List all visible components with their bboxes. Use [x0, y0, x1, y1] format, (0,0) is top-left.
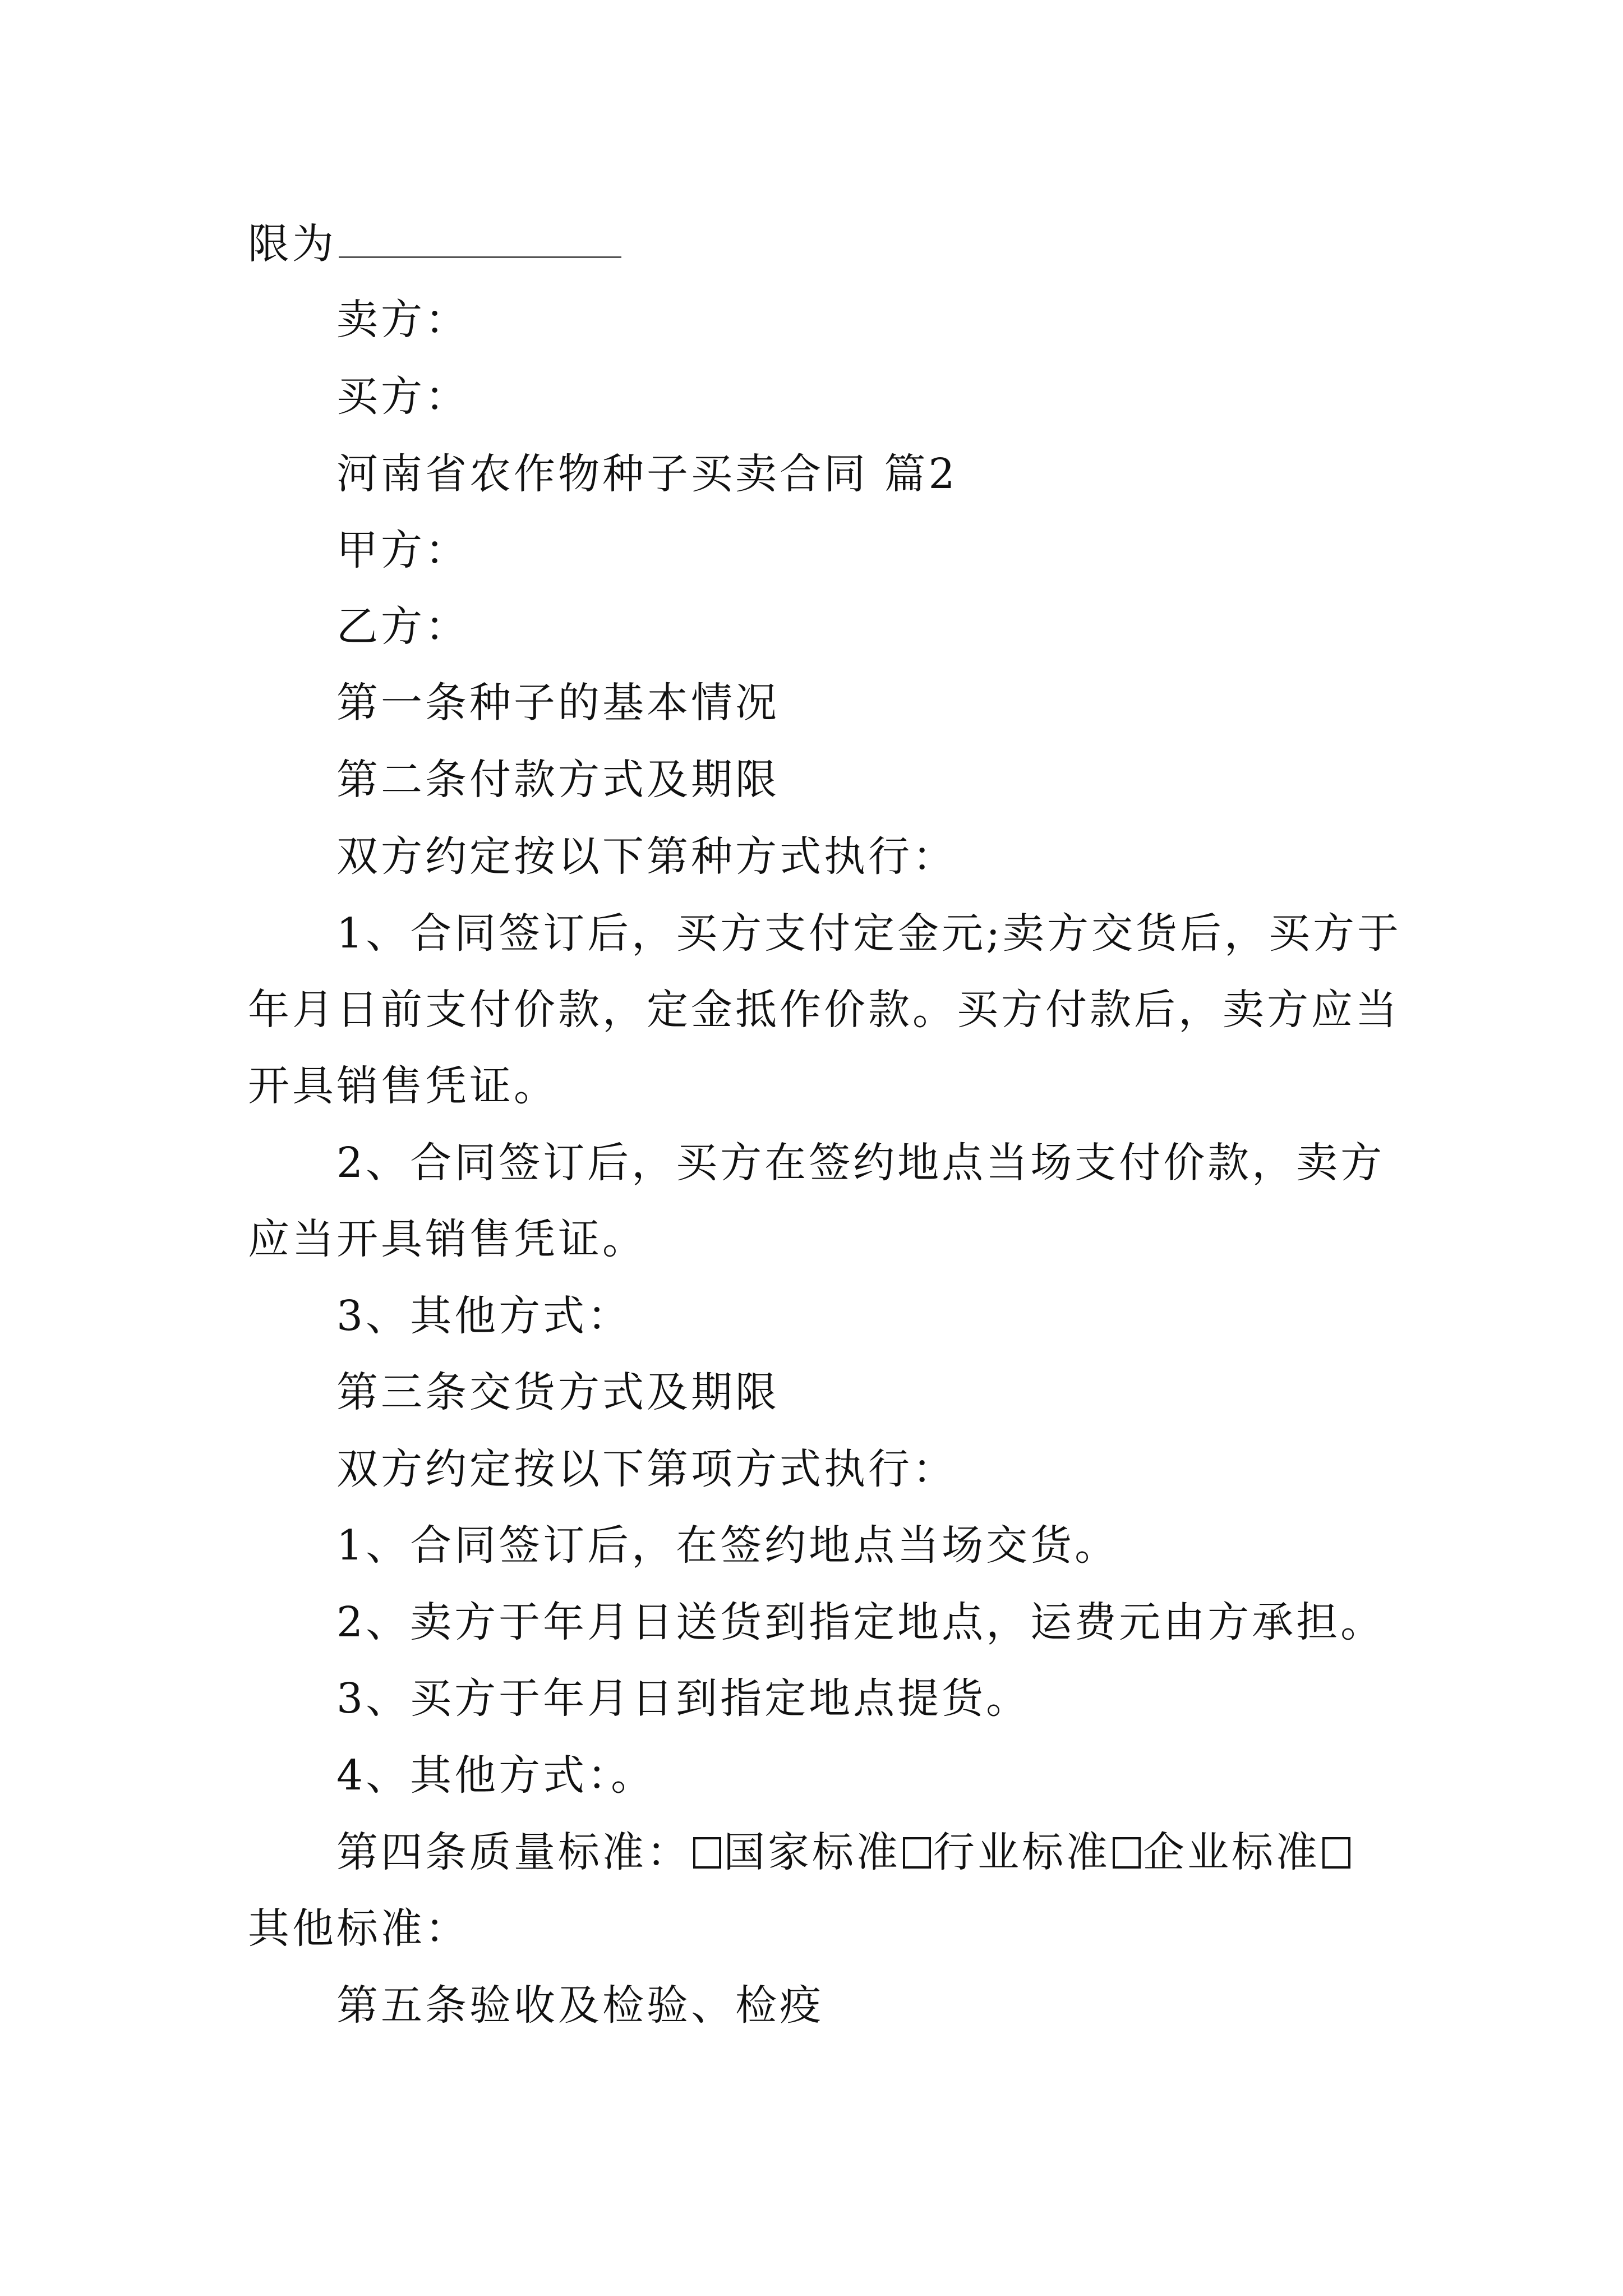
text-line-party-a: 甲方： — [336, 526, 469, 574]
checkbox-enterprise-standard[interactable] — [1113, 1837, 1141, 1869]
delivery-agreement-line: 双方约定按以下第项方式执行： — [336, 1445, 957, 1493]
other-standard-label: 其他标准： — [248, 1904, 469, 1953]
article-5-heading: 第五条验收及检验、检疫 — [336, 1981, 824, 2030]
term-limit-label: 限为 — [248, 220, 336, 268]
checkbox-national-standard[interactable] — [693, 1837, 721, 1869]
payment-option-1-line-1: 1、合同签订后，买方支付定金元;卖方交货后，买方于 — [336, 909, 1402, 958]
payment-option-3: 3、其他方式： — [336, 1292, 632, 1340]
delivery-option-1: 1、合同签订后，在签约地点当场交货。 — [336, 1521, 1119, 1570]
text-line-seller: 卖方： — [336, 296, 469, 344]
article-1-heading: 第一条种子的基本情况 — [336, 679, 780, 727]
delivery-option-4: 4、其他方式：。 — [336, 1751, 656, 1800]
contract-title: 河南省农作物种子买卖合同 篇2 — [336, 450, 958, 498]
national-standard-label: 国家标准 — [723, 1828, 901, 1876]
payment-option-1-line-3: 开具销售凭证。 — [248, 1062, 558, 1110]
article-2-heading: 第二条付款方式及期限 — [336, 756, 780, 804]
text-line-buyer: 买方： — [336, 372, 469, 421]
payment-option-1-line-2: 年月日前支付价款，定金抵作价款。买方付款后，卖方应当 — [248, 986, 1400, 1034]
industry-standard-label: 行业标准 — [933, 1828, 1110, 1876]
payment-option-2-line-1: 2、合同签订后，买方在签约地点当场支付价款，卖方 — [336, 1139, 1385, 1187]
article-3-heading: 第三条交货方式及期限 — [336, 1368, 780, 1416]
payment-agreement-line: 双方约定按以下第种方式执行： — [336, 832, 957, 881]
checkbox-other-standard[interactable] — [1322, 1837, 1350, 1869]
text-line-party-b: 乙方： — [336, 602, 469, 651]
article-4-label: 第四条质量标准： — [336, 1828, 691, 1876]
checkbox-industry-standard[interactable] — [903, 1837, 931, 1869]
payment-option-2-line-2: 应当开具销售凭证。 — [248, 1215, 647, 1263]
text-line-term-limit — [248, 219, 621, 269]
delivery-option-2: 2、卖方于年月日送货到指定地点，运费元由方承担。 — [336, 1598, 1385, 1646]
enterprise-standard-label: 企业标准 — [1143, 1828, 1320, 1876]
article-4-quality-standard — [336, 1827, 1353, 1878]
delivery-option-3: 3、买方于年月日到指定地点提货。 — [336, 1674, 1031, 1723]
term-limit-blank-field — [339, 223, 621, 258]
